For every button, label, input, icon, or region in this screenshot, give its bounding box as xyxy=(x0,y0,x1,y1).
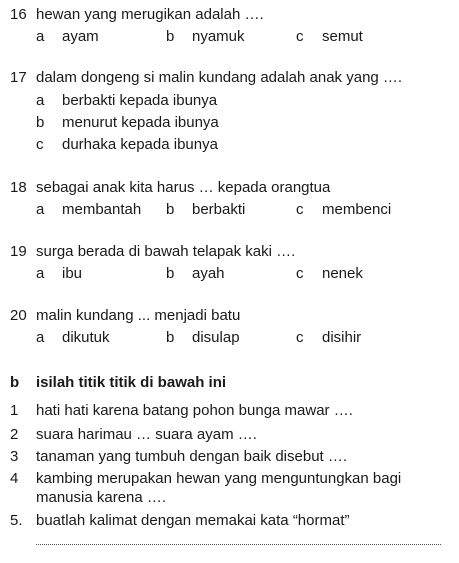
fill-item-4-text-line2: manusia karena …. xyxy=(36,489,167,506)
q16-option-a-letter: a xyxy=(36,28,45,45)
q16-option-b-letter: b xyxy=(166,28,175,45)
question-17-text: dalam dongeng si malin kundang adalah anak yang …. xyxy=(36,69,403,86)
fill-item-3-number: 3 xyxy=(10,448,19,465)
q16-option-c-letter: c xyxy=(296,28,304,45)
question-20-number: 20 xyxy=(10,307,27,324)
q19-option-b-letter: b xyxy=(166,265,175,282)
question-18-text: sebagai anak kita harus … kepada orangtua xyxy=(36,179,331,196)
q20-option-a-text: dikutuk xyxy=(62,329,110,346)
q16-option-b-text: nyamuk xyxy=(192,28,245,45)
fill-item-1-text: hati hati karena batang pohon bunga mawar …. xyxy=(36,402,353,419)
q19-option-a-letter: a xyxy=(36,265,45,282)
question-18-number: 18 xyxy=(10,179,27,196)
question-19-text: surga berada di bawah telapak kaki …. xyxy=(36,243,296,260)
fill-item-5-text: buatlah kalimat dengan memakai kata “hormat” xyxy=(36,512,350,529)
question-19-number: 19 xyxy=(10,243,27,260)
answer-dotted-line xyxy=(36,543,441,545)
q17-option-b-text: menurut kepada ibunya xyxy=(62,114,219,131)
q19-option-a-text: ibu xyxy=(62,265,83,282)
q19-option-c-letter: c xyxy=(296,265,304,282)
section-b-title: isilah titik titik di bawah ini xyxy=(36,374,227,391)
q19-option-b-text: ayah xyxy=(192,265,225,282)
fill-item-5-number: 5. xyxy=(10,512,23,529)
q18-option-a-text: membantah xyxy=(62,201,142,218)
q20-option-a-letter: a xyxy=(36,329,45,346)
q18-option-b-letter: b xyxy=(166,201,175,218)
q17-option-c-letter: c xyxy=(36,136,44,153)
q20-option-c-text: disihir xyxy=(322,329,362,346)
q18-option-c-text: membenci xyxy=(322,201,392,218)
q16-option-c-text: semut xyxy=(322,28,363,45)
question-16-text: hewan yang merugikan adalah …. xyxy=(36,6,264,23)
q17-option-a-text: berbakti kepada ibunya xyxy=(62,92,218,109)
q16-option-a-text: ayam xyxy=(62,28,99,45)
section-b-letter: b xyxy=(10,374,20,391)
q18-option-a-letter: a xyxy=(36,201,45,218)
q20-option-b-letter: b xyxy=(166,329,175,346)
fill-item-4-number: 4 xyxy=(10,470,19,487)
q20-option-c-letter: c xyxy=(296,329,304,346)
fill-item-2-number: 2 xyxy=(10,426,19,443)
q18-option-b-text: berbakti xyxy=(192,201,246,218)
fill-item-3-text: tanaman yang tumbuh dengan baik disebut …. xyxy=(36,448,348,465)
q20-option-b-text: disulap xyxy=(192,329,240,346)
fill-item-1-number: 1 xyxy=(10,402,19,419)
question-20-text: malin kundang ... menjadi batu xyxy=(36,307,241,324)
fill-item-4-text: kambing merupakan hewan yang menguntungkan bagi xyxy=(36,470,402,487)
q18-option-c-letter: c xyxy=(296,201,304,218)
question-17-number: 17 xyxy=(10,69,27,86)
q19-option-c-text: nenek xyxy=(322,265,363,282)
question-16-number: 16 xyxy=(10,6,27,23)
q17-option-b-letter: b xyxy=(36,114,45,131)
q17-option-c-text: durhaka kepada ibunya xyxy=(62,136,218,153)
q17-option-a-letter: a xyxy=(36,92,45,109)
fill-item-2-text: suara harimau … suara ayam …. xyxy=(36,426,257,443)
